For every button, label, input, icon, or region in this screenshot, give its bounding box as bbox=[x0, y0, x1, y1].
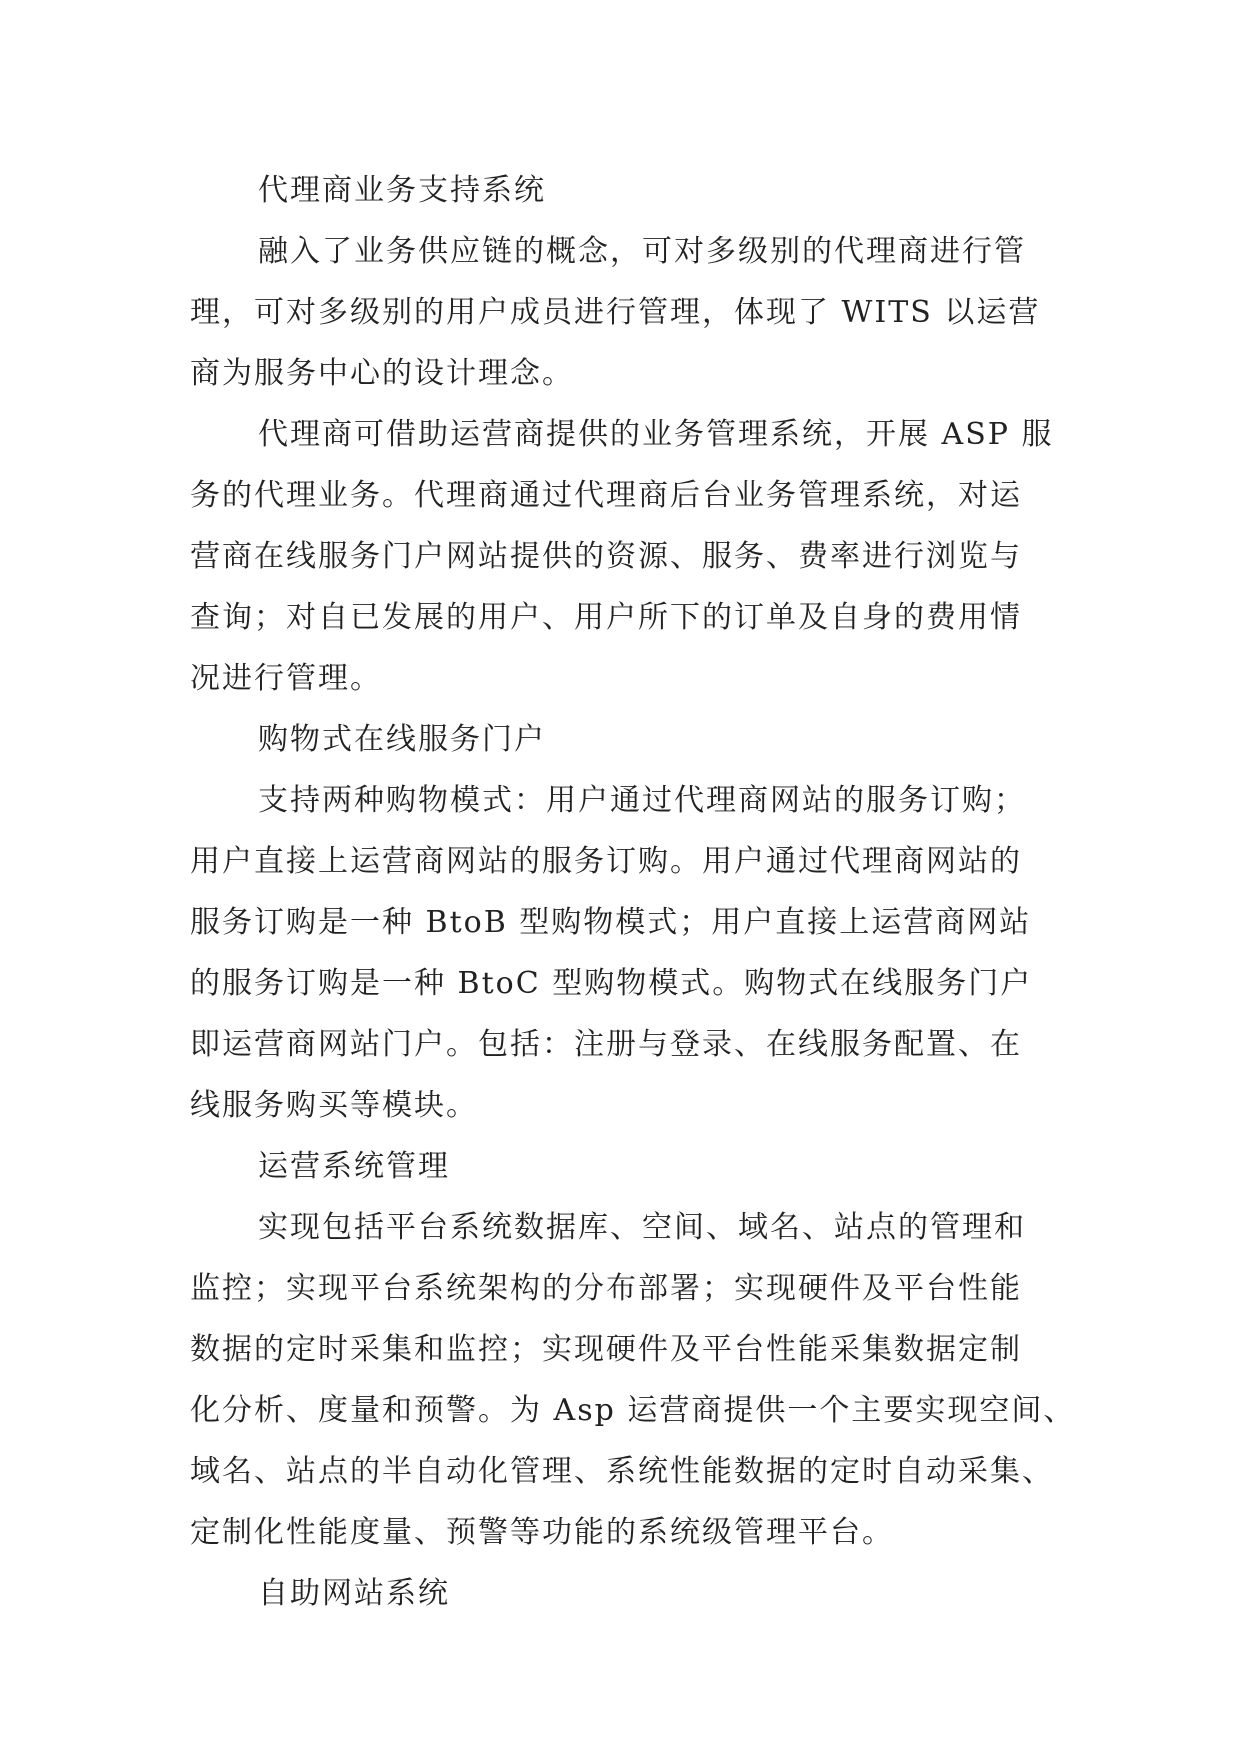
paragraph-line: 代理商可借助运营商提供的业务管理系统，开展 ASP 服 bbox=[258, 417, 1054, 452]
paragraph-line: 支持两种购物模式：用户通过代理商网站的服务订购； bbox=[258, 783, 1026, 818]
section-heading-self-service-site: 自助网站系统 bbox=[258, 1576, 450, 1611]
paragraph-line: 域名、站点的半自动化管理、系统性能数据的定时自动采集、 bbox=[190, 1454, 1054, 1489]
paragraph-line: 营商在线服务门户网站提供的资源、服务、费率进行浏览与 bbox=[190, 539, 1022, 574]
section-heading-agent-support: 代理商业务支持系统 bbox=[258, 173, 546, 208]
section-heading-operation-management: 运营系统管理 bbox=[258, 1149, 450, 1184]
paragraph-line: 定制化性能度量、预警等功能的系统级管理平台。 bbox=[190, 1515, 894, 1550]
paragraph-line: 数据的定时采集和监控；实现硬件及平台性能采集数据定制 bbox=[190, 1332, 1022, 1367]
paragraph-line: 查询；对自已发展的用户、用户所下的订单及自身的费用情 bbox=[190, 600, 1022, 635]
paragraph-line: 况进行管理。 bbox=[190, 661, 382, 696]
paragraph-line: 即运营商网站门户。包括：注册与登录、在线服务配置、在 bbox=[190, 1027, 1022, 1062]
paragraph-line: 务的代理业务。代理商通过代理商后台业务管理系统，对运 bbox=[190, 478, 1022, 513]
paragraph-line: 融入了业务供应链的概念，可对多级别的代理商进行管 bbox=[258, 234, 1026, 269]
paragraph-line: 化分析、度量和预警。为 Asp 运营商提供一个主要实现空间、 bbox=[190, 1393, 1076, 1428]
paragraph-line: 实现包括平台系统数据库、空间、域名、站点的管理和 bbox=[258, 1210, 1026, 1245]
paragraph-line: 理，可对多级别的用户成员进行管理，体现了 WITS 以运营 bbox=[190, 295, 1041, 330]
paragraph-line: 的服务订购是一种 BtoC 型购物模式。购物式在线服务门户 bbox=[190, 966, 1033, 1001]
paragraph-line: 线服务购买等模块。 bbox=[190, 1088, 478, 1123]
paragraph-line: 用户直接上运营商网站的服务订购。用户通过代理商网站的 bbox=[190, 844, 1022, 879]
paragraph-line: 服务订购是一种 BtoB 型购物模式；用户直接上运营商网站 bbox=[190, 905, 1032, 940]
paragraph-line: 监控；实现平台系统架构的分布部署；实现硬件及平台性能 bbox=[190, 1271, 1022, 1306]
section-heading-shopping-portal: 购物式在线服务门户 bbox=[258, 722, 546, 757]
document-body bbox=[190, 160, 1076, 1624]
paragraph-line: 商为服务中心的设计理念。 bbox=[190, 356, 574, 391]
